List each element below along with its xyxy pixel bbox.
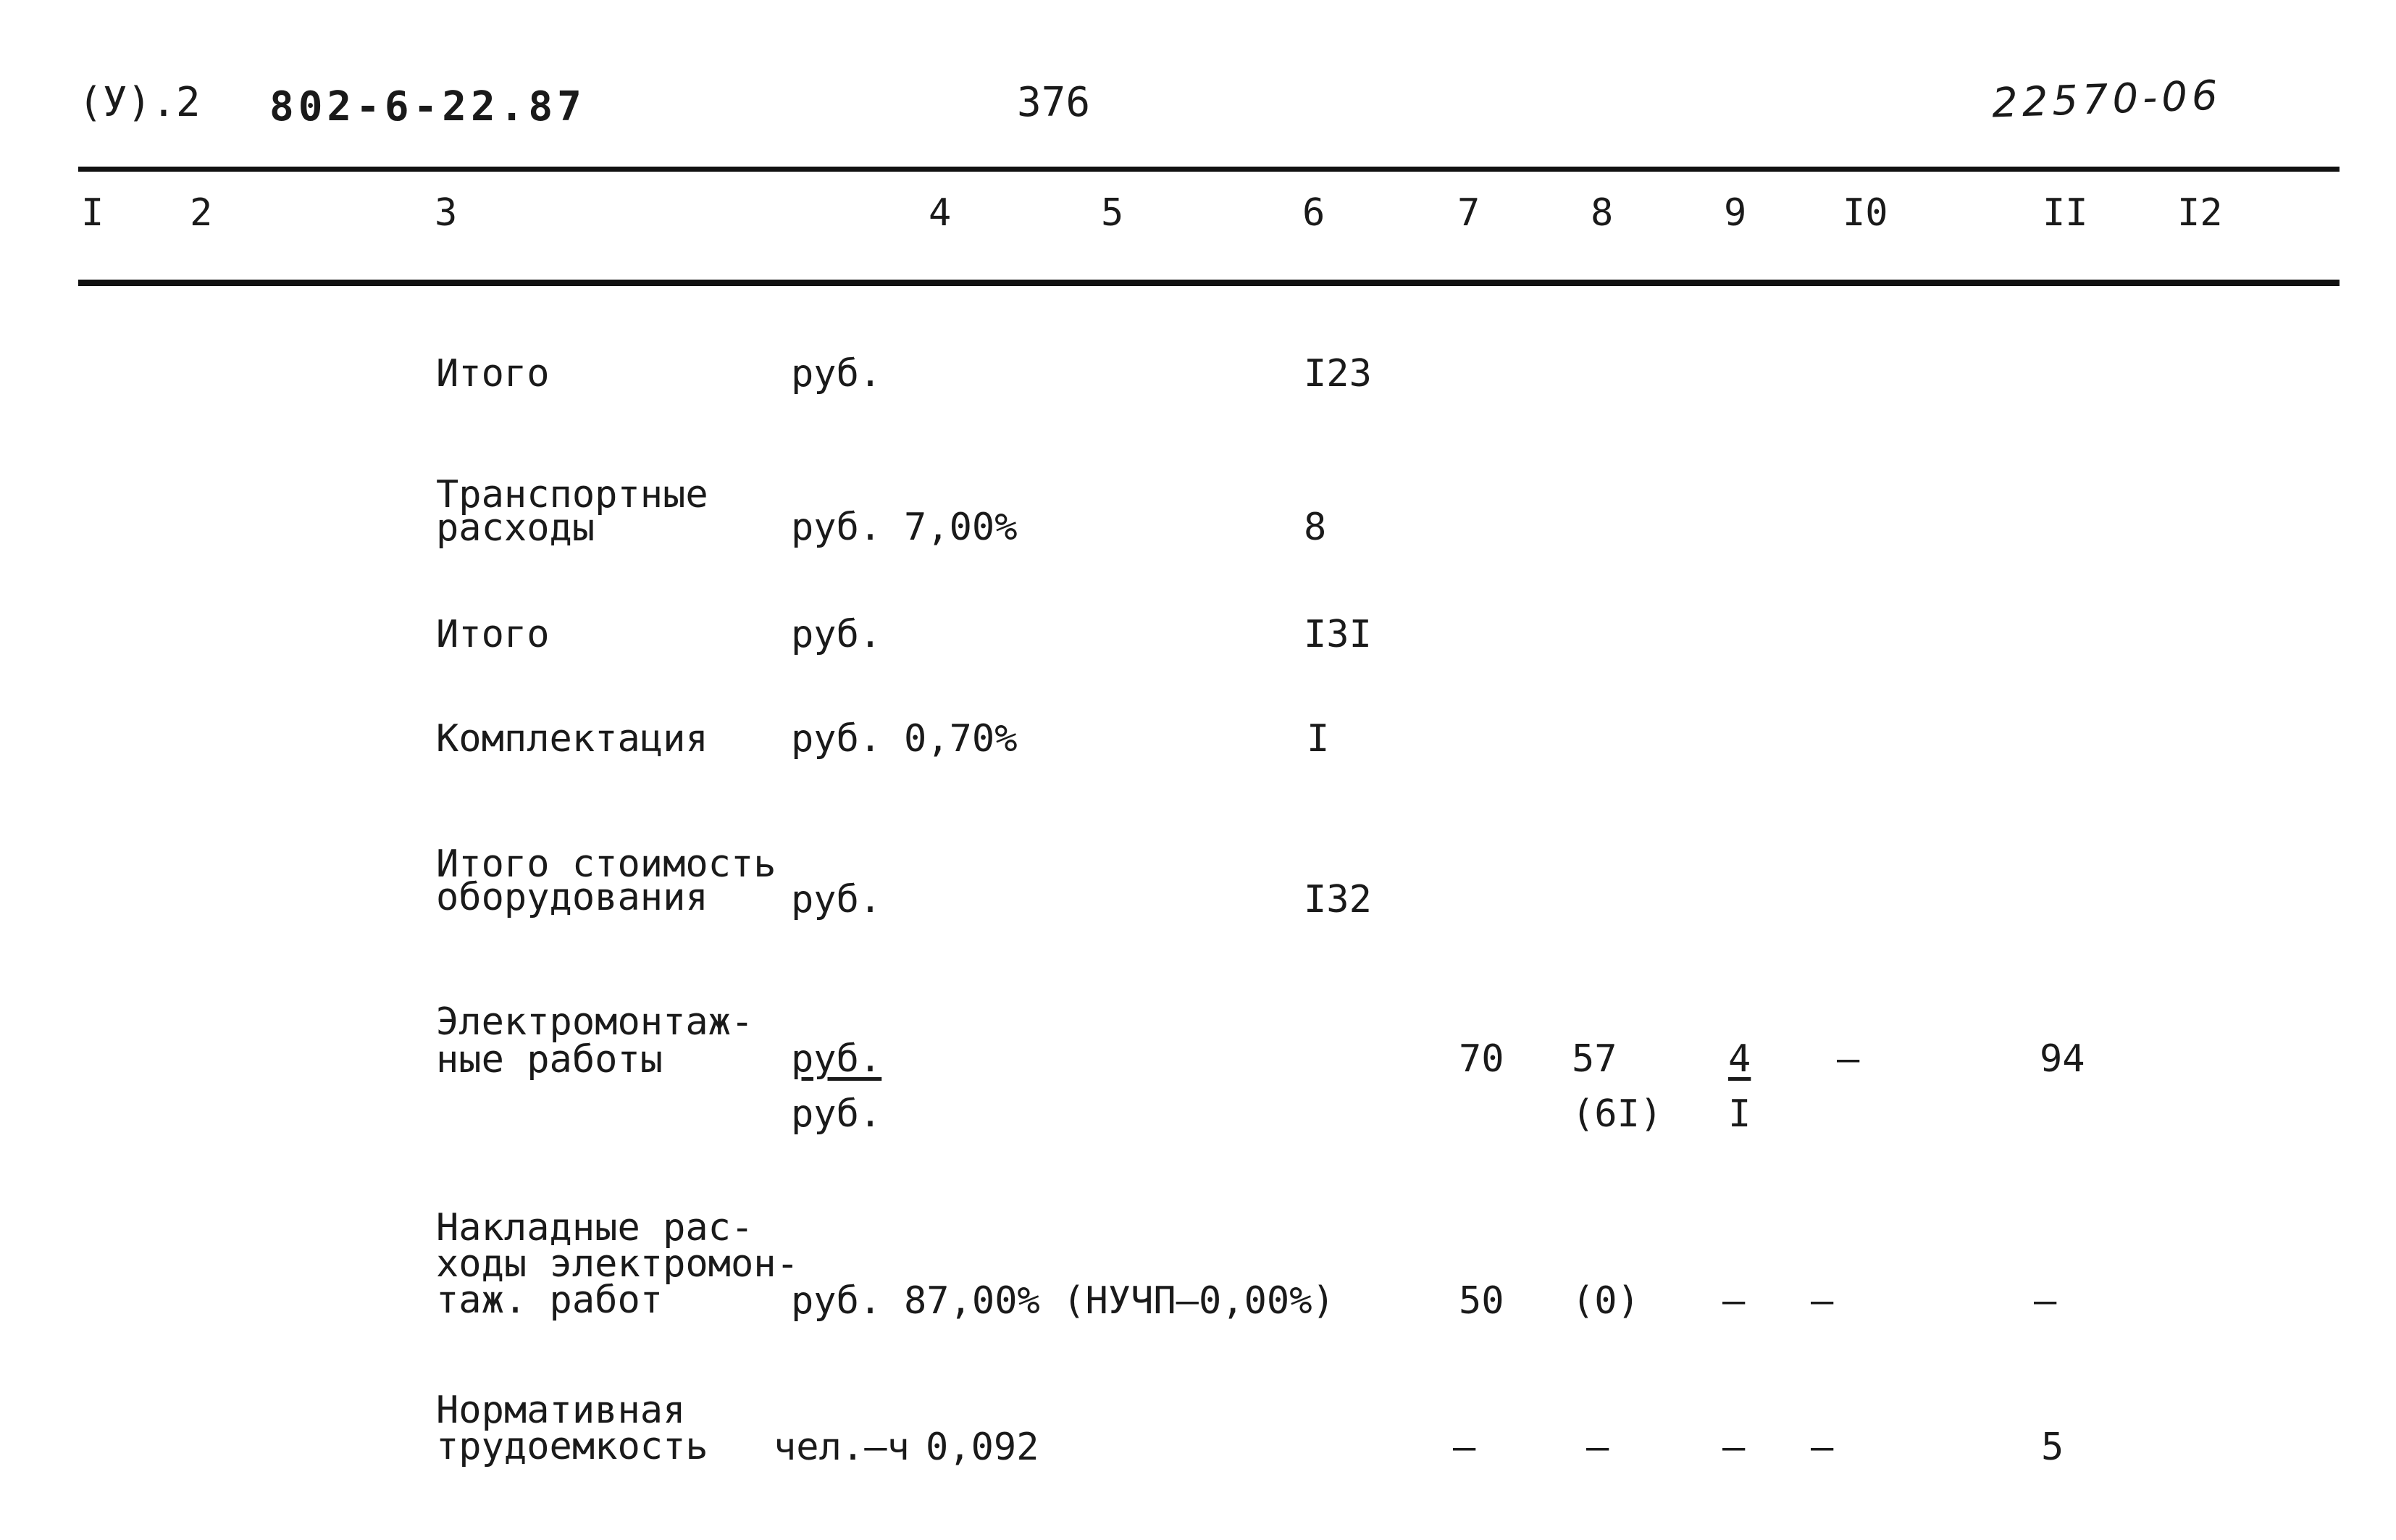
column-number: 8 (1591, 191, 1614, 235)
row-unit: руб. (791, 506, 882, 549)
row-value-col8: (0) (1572, 1279, 1640, 1323)
column-number: I0 (1843, 191, 1888, 235)
row-unit-top: руб. (791, 1037, 882, 1081)
row-unit: руб. (791, 717, 882, 761)
row-name: Комплектация (436, 717, 708, 761)
row-name-line: ходы электромон- (436, 1242, 799, 1286)
row-unit: руб. (791, 613, 882, 656)
row-name-line: расходы (436, 506, 595, 550)
row-name-line: Итого стоимость (436, 842, 776, 886)
column-number: 2 (190, 191, 213, 235)
row-unit: руб. (791, 878, 882, 921)
column-number: 4 (929, 191, 952, 235)
row-value-col9-bottom: I (1728, 1092, 1751, 1136)
column-number: 5 (1101, 191, 1124, 235)
row-unit: руб. (791, 1279, 882, 1323)
column-number: 7 (1457, 191, 1480, 235)
row-rate: 7,00% (904, 506, 1018, 549)
row-name-line: таж. работ (436, 1279, 663, 1322)
row-unit: руб. (791, 352, 882, 396)
row-value-col11: – (2034, 1279, 2057, 1323)
row-name-line: Транспортные (436, 473, 708, 516)
row-name-line: трудоемкость (436, 1425, 708, 1468)
row-value-col9: – (1722, 1279, 1746, 1323)
row-value-col8: – (1586, 1426, 1609, 1469)
document-code: 802-6-22.87 (269, 83, 586, 130)
top-rule (78, 167, 2340, 172)
row-value-col11: 94 (2040, 1037, 2085, 1081)
row-name: Итого (436, 613, 550, 656)
row-name-line: Накладные рас- (436, 1206, 754, 1250)
row-value-col6: 8 (1304, 506, 1327, 549)
column-number: 6 (1302, 191, 1325, 235)
row-name-line: оборудования (436, 876, 708, 919)
sheet-label: (У).2 (78, 79, 201, 126)
row-name-line: Электромонтаж- (436, 1000, 754, 1044)
column-number: I (81, 191, 104, 235)
row-value-col7: – (1453, 1426, 1476, 1469)
inventory-number: 22570-06 (1990, 72, 2223, 127)
row-value-col9: – (1722, 1426, 1746, 1469)
row-value-col6: I (1307, 717, 1330, 761)
page-number: 376 (1017, 79, 1091, 126)
row-unit: чел.–ч (774, 1426, 910, 1469)
row-value-col7: 50 (1459, 1279, 1504, 1323)
column-number: 3 (435, 191, 458, 235)
row-rate: 0,092 (926, 1426, 1039, 1469)
row-name-line: Нормативная (436, 1389, 686, 1432)
row-value-col10: – (1837, 1037, 1860, 1081)
row-name: Итого (436, 352, 550, 396)
row-rate: 87,00% (НУЧП–0,00%) (904, 1279, 1335, 1323)
row-value-col11: 5 (2041, 1426, 2064, 1469)
column-number: II (2043, 191, 2088, 235)
row-name-line: ные работы (436, 1038, 663, 1081)
row-unit-bottom: руб. (791, 1092, 882, 1136)
column-number: I2 (2177, 191, 2223, 235)
column-number: 9 (1724, 191, 1747, 235)
row-rate: 0,70% (904, 717, 1018, 761)
row-value-col6: I23 (1304, 352, 1372, 396)
row-value-col9-top: 4 (1728, 1037, 1751, 1081)
row-value-col10: – (1811, 1279, 1834, 1323)
row-value-col6: I3I (1304, 613, 1372, 656)
row-value-col8-top: 57 (1572, 1037, 1617, 1081)
row-value-col8-bottom: (6I) (1572, 1092, 1663, 1136)
row-value-col7: 70 (1459, 1037, 1504, 1081)
row-value-col6: I32 (1304, 878, 1372, 921)
header-bottom-rule (78, 280, 2340, 286)
row-value-col10: – (1811, 1426, 1834, 1469)
